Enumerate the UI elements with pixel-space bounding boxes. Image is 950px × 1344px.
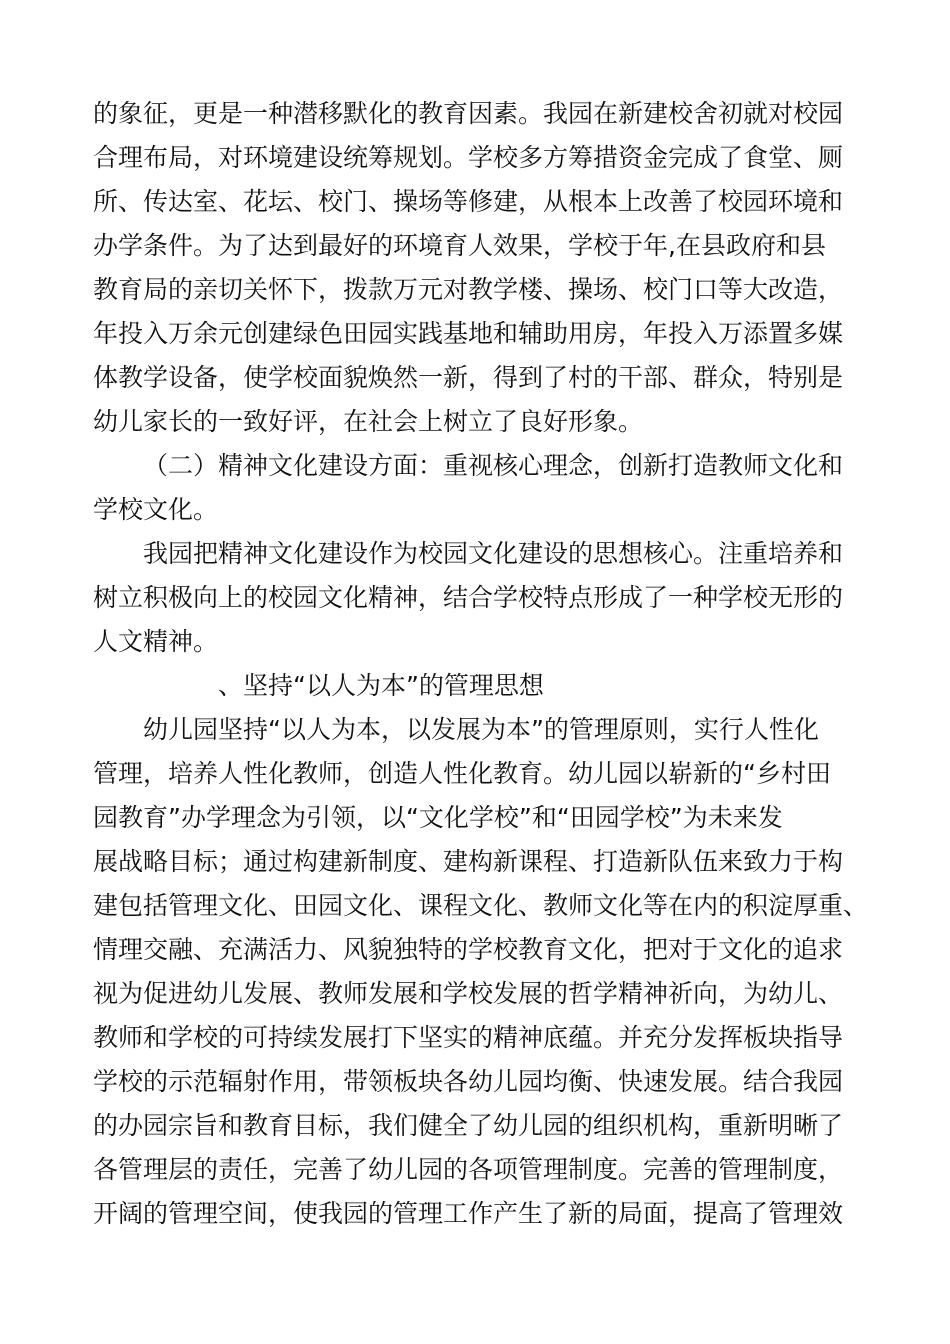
text-line: 展战略目标；通过构建新制度、建构新课程、打造新队伍来致力于构 — [93, 847, 844, 876]
text-line: 幼儿园坚持“以人为本，以发展为本”的管理原则，实行人性化 — [143, 715, 819, 744]
text-line: 体教学设备，使学校面貌焕然一新，得到了村的干部、群众，特别是 — [93, 363, 844, 392]
text-line: 年投入万余元创建绿色田园实践基地和辅助用房，年投入万添置多媒 — [93, 319, 844, 348]
section-heading-line: （二）精神文化建设方面：重视核心理念，创新打造教师文化和 — [143, 451, 844, 480]
text-line: 的办园宗旨和教育目标，我们健全了幼儿园的组织机构，重新明晰了 — [93, 1111, 844, 1140]
text-line: 合理布局，对环境建设统筹规划。学校多方筹措资金完成了食堂、厕 — [93, 143, 844, 172]
text-line: 学校的示范辐射作用，带领板块各幼儿园均衡、快速发展。结合我园 — [93, 1067, 844, 1096]
text-line: 开阔的管理空间，使我园的管理工作产生了新的局面，提高了管理效 — [93, 1199, 844, 1228]
text-line: 我园把精神文化建设作为校园文化建设的思想核心。注重培养和 — [143, 539, 844, 568]
text-line: 办学条件。为了达到最好的环境育人效果，学校于年,在县政府和县 — [93, 231, 826, 260]
text-line: 管理，培养人性化教师，创造人性化教育。幼儿园以崭新的“乡村田 — [93, 759, 831, 788]
section-heading-line: 学校文化。 — [93, 495, 219, 524]
text-line: 幼儿家长的一致好评，在社会上树立了良好形象。 — [93, 407, 644, 436]
text-line: 视为促进幼儿发展、教师发展和学校发展的哲学精神祈向，为幼儿、 — [93, 979, 844, 1008]
text-line: 教师和学校的可持续发展打下坚实的精神底蕴。并充分发挥板块指导 — [93, 1023, 844, 1052]
text-line: 园教育”办学理念为引领，以“文化学校”和“田园学校”为未来发 — [93, 803, 783, 832]
text-line: 人文精神。 — [93, 627, 219, 656]
subheading-line: 、坚持“以人为本”的管理思想 — [218, 671, 544, 700]
text-line: 各管理层的责任，完善了幼儿园的各项管理制度。完善的管理制度， — [93, 1155, 844, 1184]
text-line: 教育局的亲切关怀下，拨款万元对教学楼、操场、校门口等大改造， — [93, 275, 844, 304]
document-body — [93, 92, 883, 1236]
text-line: 所、传达室、花坛、校门、操场等修建，从根本上改善了校园环境和 — [93, 187, 844, 216]
text-line: 的象征，更是一种潜移默化的教育因素。我园在新建校舍初就对校园 — [93, 99, 844, 128]
text-line: 建包括管理文化、田园文化、课程文化、教师文化等在内的积淀厚重、 — [93, 891, 869, 920]
text-line: 情理交融、充满活力、风貌独特的学校教育文化，把对于文化的追求 — [93, 935, 844, 964]
text-line: 树立积极向上的校园文化精神，结合学校特点形成了一种学校无形的 — [93, 583, 844, 612]
